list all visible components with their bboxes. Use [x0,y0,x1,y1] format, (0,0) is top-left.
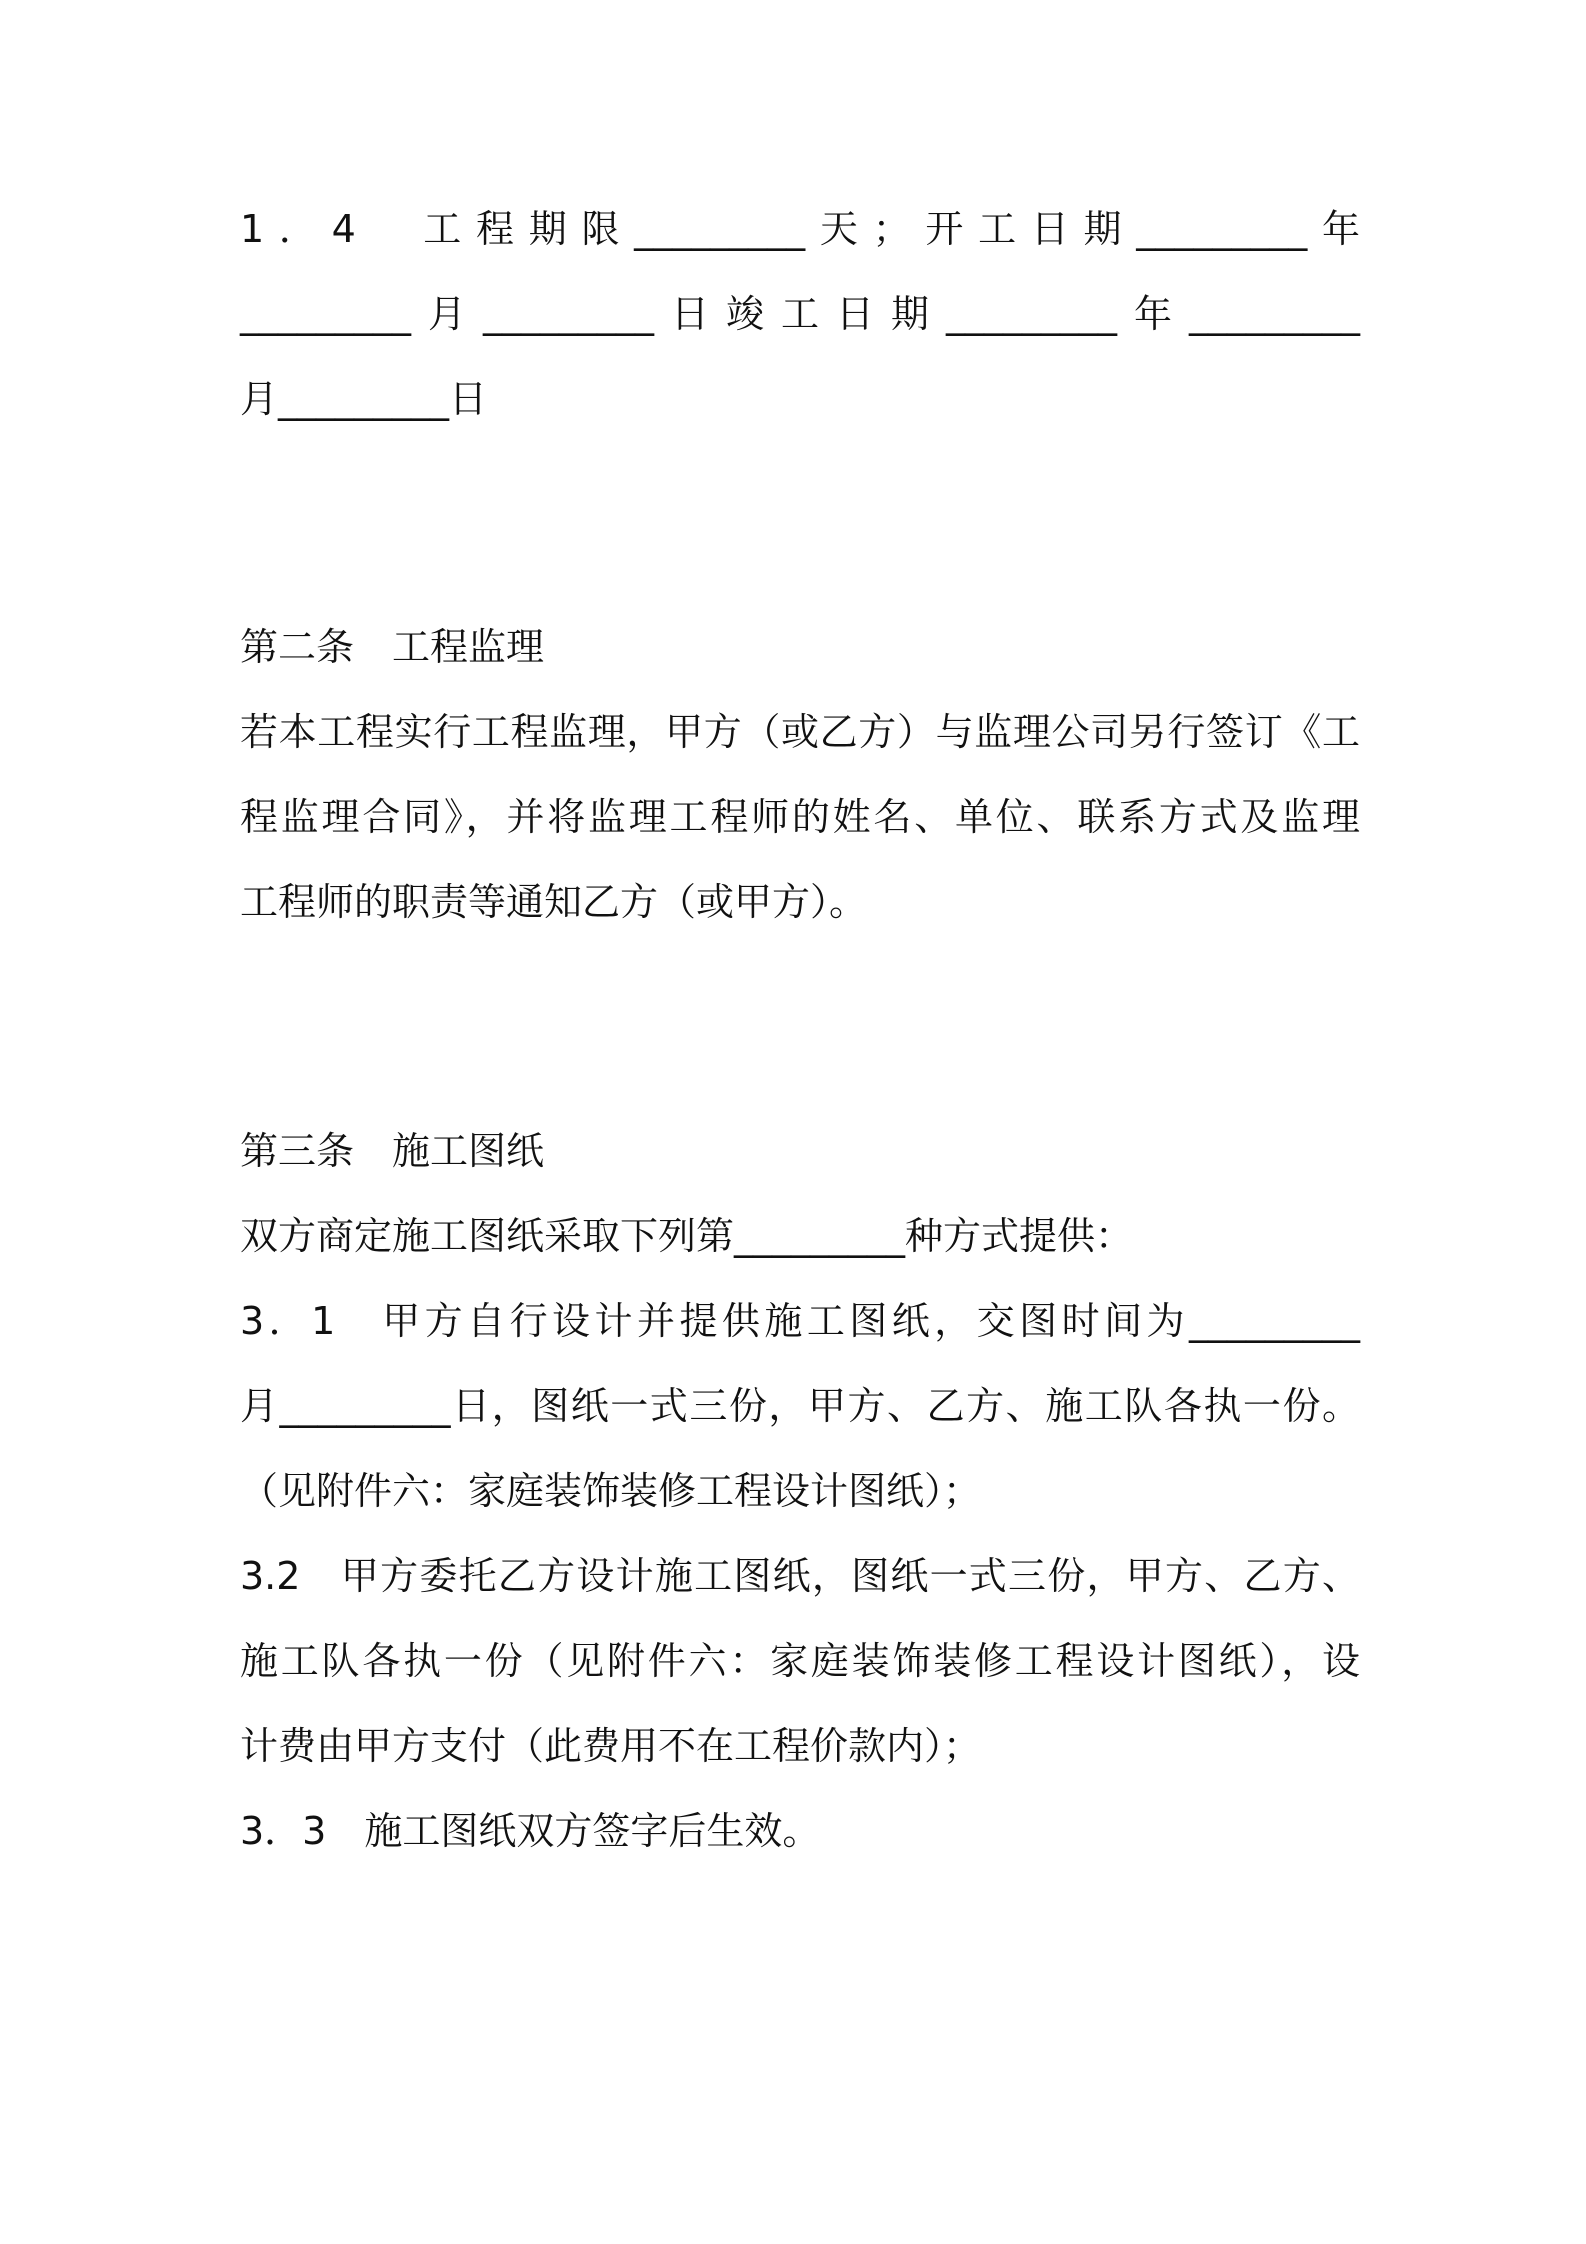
item-3-1-line-2: 月_________日，图纸一式三份，甲方、乙方、施工队各执一份。 [240,1384,1360,1428]
section-1-4-line-1: 1．4 工程期限_________天；开工日期_________年 [240,207,1360,251]
article-3-intro: 双方商定施工图纸采取下列第_________种方式提供： [240,1214,1134,1258]
section-1-4-line-3: 月_________日 [240,377,488,421]
item-3-1-line-1: 3．1 甲方自行设计并提供施工图纸，交图时间为_________ [240,1299,1360,1343]
section-1-4-line-2: _________月_________日竣工日期_________年_________ [240,292,1360,336]
item-3-2-line-1: 3.2 甲方委托乙方设计施工图纸，图纸一式三份，甲方、乙方、 [240,1554,1360,1598]
item-3-2-line-3: 计费由甲方支付（此费用不在工程价款内）； [240,1724,982,1768]
article-3-heading: 第三条 施工图纸 [240,1129,545,1173]
article-2-body-line-3: 工程师的职责等通知乙方（或甲方）。 [240,880,868,924]
article-2-body-line-2: 程监理合同》，并将监理工程师的姓名、单位、联系方式及监理 [240,795,1360,839]
item-3-3: 3．3 施工图纸双方签字后生效。 [240,1809,821,1853]
article-2-body-line-1: 若本工程实行工程监理，甲方（或乙方）与监理公司另行签订《工 [240,710,1360,754]
item-3-1-line-3: （见附件六：家庭装饰装修工程设计图纸）； [240,1469,982,1513]
article-2-heading: 第二条 工程监理 [240,625,545,669]
item-3-2-line-2: 施工队各执一份（见附件六：家庭装饰装修工程设计图纸），设 [240,1639,1360,1683]
